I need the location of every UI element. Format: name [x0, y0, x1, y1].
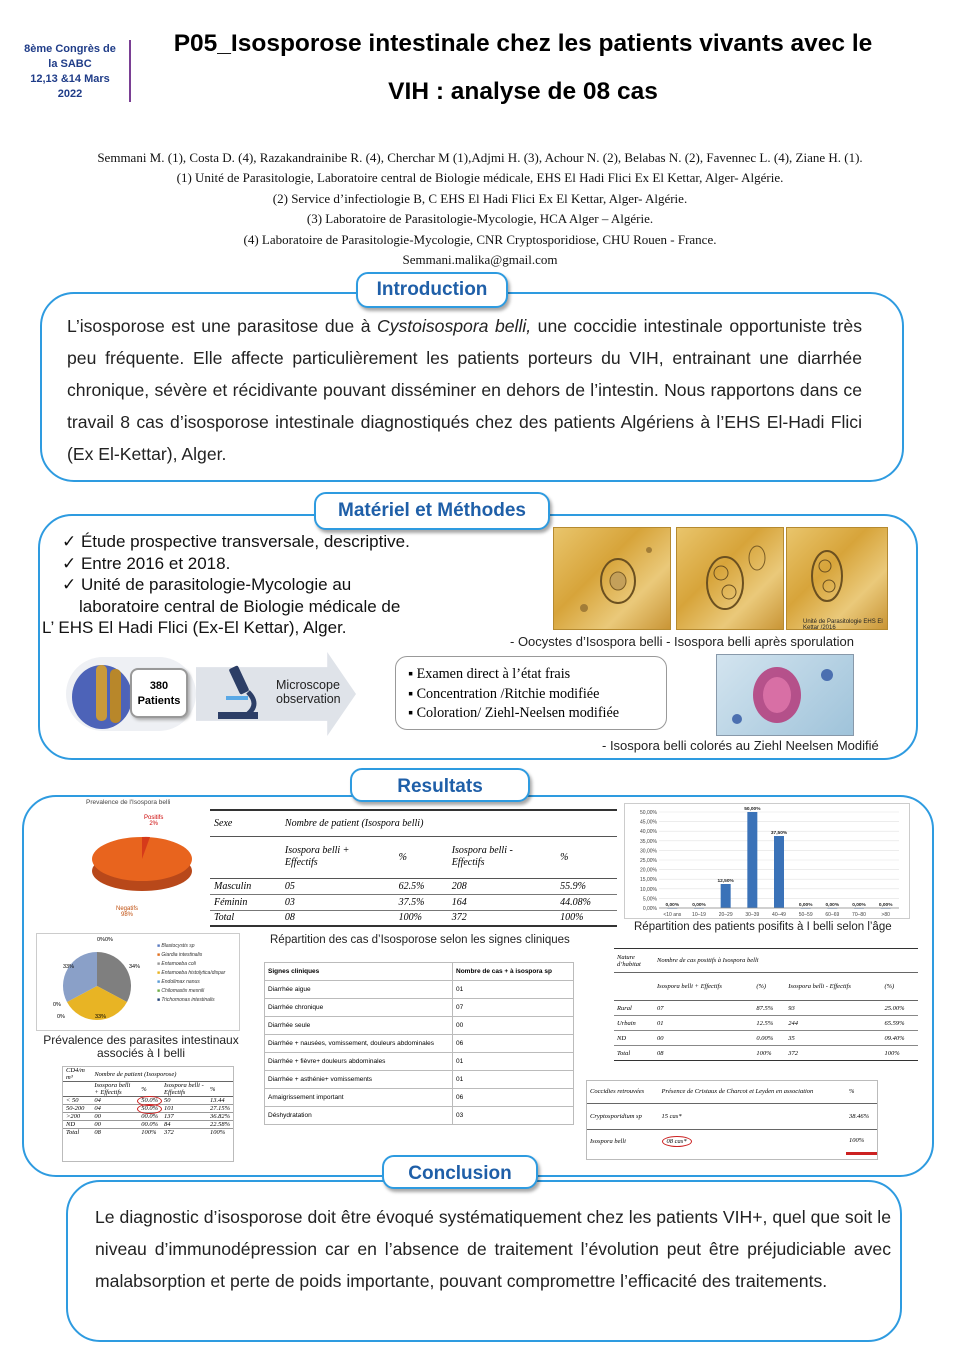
zn-svg	[717, 655, 855, 737]
pie-neg-label: Negatifs 98%	[116, 906, 139, 918]
clin-cell: Diarrhée seule	[265, 1017, 453, 1035]
cd4-table-grid	[63, 1067, 233, 1136]
hab-cell: 372	[788, 1049, 798, 1057]
sex-cell: Féminin	[214, 896, 248, 908]
clin-head: Nombre de cas + à isospora sp	[453, 963, 574, 981]
hab-cell: ND	[617, 1034, 627, 1042]
assoc-label: 34%	[129, 964, 141, 970]
cocc-cell: Cryptosporidium sp	[590, 1112, 642, 1120]
microscope-svg	[208, 662, 268, 724]
data-label: 0,00%	[852, 903, 866, 908]
y-tick-label: 10,00%	[640, 886, 657, 893]
oocyst-svg	[554, 528, 672, 631]
check-item: ✓ Unité de parasitologie-Mycologie au	[62, 575, 352, 594]
hab-cell: 08	[657, 1049, 664, 1057]
x-tick-label: 10–19	[692, 912, 706, 918]
coccidies-table	[586, 1080, 878, 1160]
cd4-s2: Isospora belli - Effectifs	[164, 1082, 204, 1096]
hab-cell: 100%	[884, 1049, 900, 1057]
arrow-label: observation	[276, 692, 341, 706]
data-label: 0,00%	[825, 903, 840, 908]
clin-cell: 01	[453, 1071, 574, 1089]
clin-cell: Amaigrissement important	[265, 1089, 453, 1107]
clin-cell: 06	[453, 1035, 574, 1053]
hab-cell: 244	[788, 1019, 798, 1027]
age-chart-svg	[625, 804, 911, 920]
technique-item: ▪ Concentration /Ritchie modifiée	[408, 685, 600, 702]
assoc-label: 0%	[97, 937, 105, 943]
cd4-cell: 36.82%	[209, 1113, 230, 1120]
sex-sub2: Isospora belli - Effectifs	[451, 845, 513, 868]
cocc-cell: 38.46%	[849, 1112, 870, 1120]
x-tick-label: 50–59	[798, 912, 813, 918]
ziehl-neelsen-micrograph	[716, 654, 854, 736]
cd4-cell: 27.15%	[209, 1105, 230, 1112]
hab-cell: 87.5%	[756, 1004, 774, 1012]
x-tick-label: 20–29	[718, 912, 733, 918]
clinical-caption: Répartition des cas d’Isosporose selon les signes cliniques	[270, 934, 570, 946]
age-chart-caption: Répartition des patients posifits à I belli selon l’âge	[634, 921, 892, 933]
hab-cell: 25.00%	[884, 1004, 905, 1012]
data-label: 50,00%	[744, 807, 761, 812]
hab-cell: 35	[788, 1034, 795, 1042]
legend-item: ■ Entamoeba histolytica/dispar	[157, 970, 226, 976]
hab-s1: Isospora belli + Effectifs	[657, 983, 722, 990]
hab-s2p: (%)	[884, 983, 895, 990]
sex-cell: Total	[214, 912, 235, 924]
clin-cell: Diarrhée + nausées, vomissement, douleurs abdominales	[265, 1035, 453, 1053]
congress-line: 8ème Congrès de	[24, 43, 116, 55]
prevalence-pie-chart	[80, 799, 200, 929]
results-heading: Resultats	[350, 768, 530, 802]
oocyst-micrograph	[553, 527, 671, 630]
cd4-cell: 137	[164, 1113, 174, 1120]
hab-s1p: (%)	[756, 983, 767, 990]
assoc-label: 33%	[63, 964, 75, 970]
cocc-cell: Isospora belli	[590, 1137, 626, 1145]
y-tick-label: 15,00%	[640, 877, 657, 884]
arrow-label: Microscope	[276, 678, 340, 692]
clin-cell: 01	[453, 981, 574, 999]
y-tick-label: 25,00%	[640, 858, 657, 864]
methods-checklist	[42, 531, 482, 639]
hab-cell: Total	[617, 1049, 631, 1057]
hab-cell: 07	[657, 1004, 664, 1012]
cd4-s1p: %	[141, 1085, 147, 1093]
patients-count-badge: 380 Patients	[130, 668, 188, 718]
sex-cell: 08	[284, 912, 295, 924]
y-tick-label: 5,00%	[642, 896, 657, 903]
congress-badge	[18, 42, 122, 102]
cocc-cell	[659, 1129, 846, 1153]
data-label: 37,50%	[770, 831, 788, 836]
cd4-cell: 13.44	[209, 1097, 225, 1104]
hab-cell: 0.00%	[756, 1034, 774, 1042]
cocc-highlight: 08 cas*	[662, 1136, 692, 1147]
habitat-table-grid	[614, 948, 918, 1061]
sex-cell: 05	[284, 880, 295, 892]
cd4-cell: 00	[94, 1121, 101, 1128]
legend-item: ■ Trichomonas intestinalis	[157, 997, 215, 1003]
microscope-icon	[208, 662, 268, 724]
habitat-table	[614, 948, 918, 1066]
x-tick-label: 60–69	[825, 912, 840, 918]
cd4-h2: Nombre de patient (Isosporose)	[94, 1070, 177, 1078]
cd4-cell: 50-200	[66, 1105, 85, 1112]
x-tick-label: 40–49	[772, 912, 786, 918]
intro-text-a: L’isosporose est une parasitose due à	[67, 316, 377, 336]
cd4-cell: 22.58%	[209, 1121, 230, 1128]
cd4-h1: CD4/m m³	[66, 1067, 85, 1081]
assoc-label: 0%	[53, 1002, 61, 1008]
clin-cell: 00	[453, 1017, 574, 1035]
cd4-cell: 04	[94, 1097, 101, 1104]
affiliation-4: (4) Laboratoire de Parasitologie-Mycologie, CNR Cryptosporidiose, CHU Rouen - France.	[243, 231, 717, 247]
methods-heading: Matériel et Méthodes	[314, 492, 550, 530]
legend-item: ■ Blastocystis sp	[157, 943, 195, 949]
hab-h1: Nature d’habitat	[617, 953, 641, 968]
hab-cell: Urbain	[617, 1019, 636, 1027]
bar	[774, 836, 784, 908]
sporulated-micrograph-1	[676, 527, 784, 630]
introduction-heading: Introduction	[356, 272, 508, 308]
cd4-cell: 00.0%	[141, 1113, 159, 1120]
clin-cell: Diarrhée + fièvre+ douleurs abdominales	[265, 1053, 453, 1071]
cd4-cell: 00.0%	[141, 1121, 159, 1128]
assoc-label: 0%	[105, 937, 113, 943]
affiliation-3: (3) Laboratoire de Parasitologie-Mycologie, HCA Alger – Algérie.	[306, 211, 654, 227]
y-tick-label: 0,00%	[642, 906, 657, 912]
header-divider	[129, 40, 131, 102]
data-label: 0,00%	[665, 903, 680, 908]
micrograph-caption: - Oocystes d’Isospora belli - Isospora belli après sporulation	[510, 634, 854, 649]
introduction-text	[67, 310, 862, 470]
clin-cell: 03	[453, 1107, 574, 1125]
y-tick-label: 20,00%	[640, 867, 657, 874]
check-item: laboratoire central de Biologie médicale de	[79, 596, 401, 616]
data-label: 0,00%	[798, 903, 813, 908]
cocc-cell: 100%	[846, 1129, 877, 1153]
cd4-cell: 50	[164, 1097, 171, 1104]
sex-cell: 372	[451, 912, 467, 924]
clin-cell: Diarrhée aigue	[265, 981, 453, 999]
assoc-label: 0%	[57, 1014, 65, 1020]
legend-item: ■ Giardia intestinalis	[157, 952, 203, 958]
contact-email: Semmani.malika@gmail.com	[402, 252, 558, 268]
technique-item: ▪ Examen direct à l’état frais	[408, 666, 571, 682]
sex-table-grid	[210, 809, 617, 927]
cd4-cell: 101	[164, 1105, 174, 1112]
hab-cell: 65.59%	[884, 1019, 905, 1027]
cd4-cell: 00	[94, 1113, 101, 1120]
sex-cell: 164	[451, 896, 467, 908]
cd4-cell: 08	[94, 1129, 101, 1136]
sporulated-svg-2	[787, 528, 889, 631]
intro-text-b: une coccidie intestinale opportuniste très peu fréquente. Elle affecte particulièrement les patients porteurs du VIH, entrainant une diarrhée chronique, sévère et récidivante pouvant disséminer en dehors de l’intestin. Nous rapportons dans ce travail 8 cas d’isosporose intestinale diagnostiqués chez des patients Algériens à l’EHS El-Hadi Flici (Ex El-Kettar), Alger.	[67, 316, 862, 464]
cd4-cell: 04	[94, 1105, 101, 1112]
clin-cell: Diarrhée + asthénie+ vomissements	[265, 1071, 453, 1089]
legend-item: ■ Entamoeba coli	[157, 961, 196, 967]
hab-cell: 93	[788, 1004, 795, 1012]
sex-h2: Nombre de patient (Isospora belli)	[284, 817, 424, 829]
cd4-cell: 100%	[141, 1129, 157, 1136]
sporulated-micrograph-2	[786, 527, 888, 630]
check-item: ✓ Étude prospective transversale, descriptive.	[62, 532, 410, 551]
cd4-s2p: %	[209, 1085, 216, 1093]
clinical-table	[264, 962, 574, 1125]
zn-caption: - Isospora belli colorés au Ziehl Neelsen Modifié	[602, 738, 879, 753]
technique-item: ▪ Coloration/ Ziehl-Neelsen modifiée	[408, 705, 620, 721]
sex-cell: 62.5%	[398, 880, 425, 892]
cocc-cell: 15 cas*	[661, 1112, 682, 1120]
sex-cell: 03	[284, 896, 295, 908]
title-line-2: VIH : analyse de 08 cas	[388, 78, 658, 105]
y-tick-label: 50,00%	[640, 810, 657, 816]
clin-cell: 06	[453, 1089, 574, 1107]
x-tick-label: >80	[881, 912, 890, 918]
sex-cell: 55.9%	[560, 880, 586, 892]
x-tick-label: <10 ans	[663, 912, 682, 918]
hab-cell: 09.40%	[884, 1034, 905, 1042]
assoc-label: 33%	[95, 1014, 107, 1020]
sex-cell: 100%	[398, 912, 422, 924]
assoc-caption: Prévalence des parasites intestinaux associés à I belli	[43, 1033, 239, 1060]
check-item: L’ EHS El Hadi Flici (Ex-El Kettar), Alger.	[42, 618, 347, 637]
bar	[721, 884, 731, 908]
hab-cell: 00	[657, 1034, 664, 1042]
pie-pos-label: Positifs 2%	[144, 815, 164, 827]
congress-line: 2022	[57, 88, 83, 100]
clin-head: Signes cliniques	[265, 963, 453, 981]
sporulated-svg-1	[677, 528, 785, 631]
clin-cell: 07	[453, 999, 574, 1017]
cd4-cell: 84	[164, 1121, 171, 1128]
cocc-h2: Présence de Cristaux de Charcot et Leyden en association	[661, 1088, 814, 1096]
cd4-s1: Isospora belli + Effectifs	[94, 1082, 131, 1096]
clin-cell: 01	[453, 1053, 574, 1071]
cocc-h1: Coccidies retrouvées	[590, 1088, 645, 1096]
microscope-label	[276, 678, 356, 706]
sex-cell: 44.08%	[560, 896, 591, 908]
hab-h2: Nombre de cas positifs à Isospora belli	[657, 957, 759, 964]
sex-sub1: Isospora belli + Effectifs	[284, 845, 350, 868]
hab-cell: 12.5%	[756, 1019, 774, 1027]
cd4-cell: 50.0%	[138, 1105, 161, 1113]
check-item: ✓ Entre 2016 et 2018.	[62, 553, 231, 573]
y-tick-label: 30,00%	[640, 848, 657, 855]
cd4-cell: < 50	[66, 1097, 79, 1104]
congress-line: la SABC	[48, 58, 92, 70]
data-label: 12,50%	[717, 879, 734, 884]
hab-cell: 100%	[756, 1049, 772, 1057]
photo-stamp: Unité de Parasitologie EHS El Kettar /2016	[803, 619, 883, 631]
cd4-cell: 100%	[209, 1129, 226, 1136]
x-tick-label: 30–39	[745, 912, 760, 918]
data-label: 0,00%	[878, 903, 893, 908]
authors-block	[20, 148, 940, 270]
cd4-table	[62, 1066, 234, 1162]
title-line-1: P05_Isosporose intestinale chez les patients vivants avec le	[173, 30, 873, 57]
sex-pct2: %	[560, 851, 569, 863]
conclusion-heading: Conclusion	[382, 1155, 538, 1189]
affiliation-1: (1) Unité de Parasitologie, Laboratoire central de Biologie médicale, EHS El Hadi Flici Ex El Kettar, Alger- Algérie.	[176, 170, 784, 186]
poster-title	[140, 20, 906, 116]
bar	[747, 812, 757, 908]
sex-cell: 208	[451, 880, 467, 892]
assoc-legend	[157, 942, 239, 1005]
hab-cell: 01	[657, 1019, 664, 1027]
sex-cell: 37.5%	[398, 896, 425, 908]
y-tick-label: 40,00%	[640, 829, 657, 836]
cd4-cell: Total	[66, 1129, 80, 1136]
x-tick-label: 70–80	[852, 912, 866, 918]
affiliation-2: (2) Service d’infectiologie B, C EHS El Hadi Flici Ex El Kettar, Alger- Algérie.	[272, 190, 688, 206]
sex-table	[210, 809, 617, 924]
clinical-table-grid	[264, 962, 574, 1125]
cd4-cell: >200	[66, 1113, 81, 1120]
cocc-h3: %	[849, 1088, 855, 1096]
sex-cell: Masculin	[214, 880, 252, 892]
clin-cell: Diarrhée chronique	[265, 999, 453, 1017]
cd4-cell: 372	[164, 1129, 174, 1136]
sex-h1: Sexe	[214, 817, 233, 829]
age-bar-chart	[624, 803, 910, 919]
y-tick-label: 35,00%	[640, 838, 657, 845]
y-tick-label: 45,00%	[640, 819, 657, 826]
legend-item: ■ Endolimax nanus	[157, 979, 200, 985]
cd4-cell: ND	[66, 1121, 76, 1128]
clin-cell: Déshydratation	[265, 1107, 453, 1125]
techniques-box	[395, 656, 667, 730]
pie-svg	[80, 811, 200, 897]
hab-s2: Isospora belli - Effectifs	[788, 983, 851, 990]
cocc-table-grid	[587, 1081, 877, 1155]
authors-line: Semmani M. (1), Costa D. (4), Razakandrainibe R. (4), Cherchar M (1),Adjmi H. (3), Achour N. (2), Belabas N. (2), Favennec L. (4), Ziane H. (1).	[97, 150, 863, 165]
cd4-cell: 50.0%	[138, 1097, 161, 1105]
sex-cell: 100%	[560, 912, 584, 924]
legend-item: ■ Chilomastix mesnili	[157, 988, 205, 994]
congress-line: 12,13 &14 Mars	[30, 73, 110, 85]
associated-parasites-chart	[36, 933, 240, 1031]
sex-pct1: %	[398, 851, 407, 863]
data-label: 0,00%	[692, 903, 706, 908]
conclusion-text: Le diagnostic d’isosporose doit être évoqué systématiquement chez les patients VIH+, quel que soit le niveau d’immunodépression car en l’absence de traitement l’évolution peut être préjudiciable avec malabsorption et perte de poids importante, pouvant compromettre l’efficacité des traitements.	[95, 1207, 891, 1291]
hab-cell: Rural	[617, 1004, 632, 1012]
pie-title: Prevalence de l'Isospora belli	[86, 799, 171, 806]
intro-species: Cystoisospora belli,	[376, 316, 532, 336]
